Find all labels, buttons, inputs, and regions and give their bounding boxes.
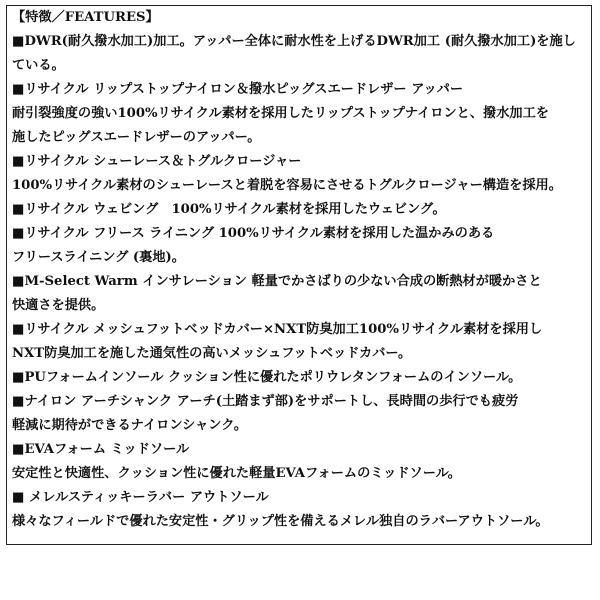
feature-text-line: 軽減に期待ができるナイロンシャンク。 [12, 418, 248, 433]
feature-text-line: ■リサイクル メッシュフットベッドカバー×NXT防臭加工100%リサイクル素材を採用し [12, 322, 543, 337]
feature-text-line: 100%リサイクル素材のシューレースと着脱を容易にさせるトグルクロージャー構造を採用。 [12, 178, 562, 193]
feature-text-line: NXT防臭加工を施した通気性の高いメッシュフットベッドカバー。 [12, 346, 412, 361]
feature-text-line: 快適さを提供。 [12, 298, 105, 313]
feature-text-line: ■PUフォームインソール クッション性に優れたポリウレタンフォームのインソール。 [12, 370, 522, 385]
feature-text-line: 様々なフィールドで優れた安定性・グリップ性を備えるメレル独自のラバーアウトソール。 [12, 514, 549, 529]
feature-text-line: 耐引裂強度の強い100%リサイクル素材を採用したリップストップナイロンと、撥水加工を [12, 106, 549, 121]
feature-text-line: ■リサイクル フリース ライニング 100%リサイクル素材を採用した温かみのある [12, 226, 495, 241]
feature-text-line: ■EVAフォーム ミッドソール [12, 442, 190, 457]
features-heading: 【特徴／FEATURES】 [12, 10, 159, 25]
feature-text-line: ■リサイクル ウェビング 100%リサイクル素材を採用したウェビング。 [12, 202, 446, 217]
feature-text-line: 安定性と快適性、クッション性に優れた軽量EVAフォームのミッドソール。 [12, 466, 461, 481]
feature-text-line: ■M-Select Warm インサレーション 軽量でかさばりの少ない合成の断熱材が暖かさと [12, 274, 542, 289]
feature-text-line: ■リサイクル シューレース＆トグルクロージャー [12, 154, 302, 169]
feature-text-line: ■DWR(耐久撥水加工)加工。アッパー全体に耐水性を上げるDWR加工 (耐久撥水加工)を施し [12, 34, 576, 49]
feature-text-line: ■ナイロン アーチシャンク アーチ(土踏まず部)をサポートし、長時間の歩行でも疲労 [12, 394, 519, 409]
feature-text-line: ■ メレルスティッキーラバー アウトソール [12, 490, 269, 505]
feature-text-line: 施したピッグスエードレザーのアッパー。 [12, 130, 261, 145]
feature-text-line: ■リサイクル リップストップナイロン＆撥水ピッグスエードレザー アッパー [12, 82, 464, 97]
feature-text-line: ている。 [12, 58, 65, 73]
feature-text-line: フリースライニング (裏地)。 [12, 250, 185, 265]
features-box [6, 5, 592, 545]
